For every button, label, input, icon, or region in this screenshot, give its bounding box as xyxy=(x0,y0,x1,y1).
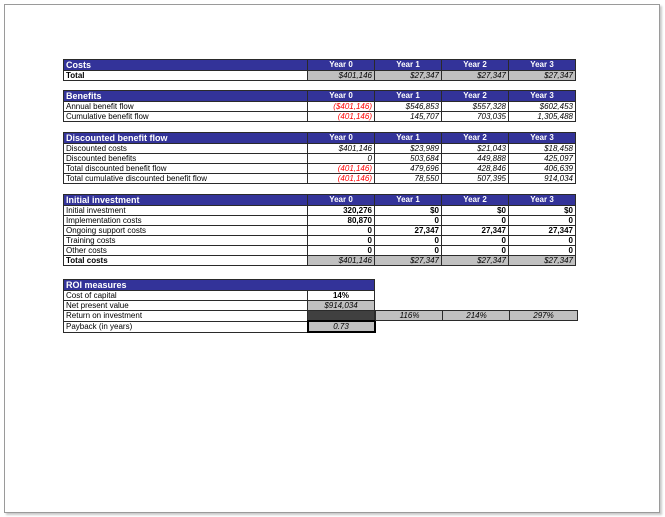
costs-total-row xyxy=(64,71,576,81)
row-label[interactable]: Total discounted benefit flow xyxy=(64,164,308,174)
table-row xyxy=(64,291,375,301)
cell[interactable]: 507,395 xyxy=(442,174,509,184)
return-year0-cell[interactable] xyxy=(308,311,375,322)
cell[interactable]: 0 xyxy=(509,216,576,226)
table-row xyxy=(64,164,576,174)
cell[interactable]: $21,043 xyxy=(442,144,509,154)
cell[interactable]: $27,347 xyxy=(509,256,576,266)
row-label[interactable]: Annual benefit flow xyxy=(64,102,308,112)
year-header[interactable]: Year 0 xyxy=(308,60,375,71)
cell[interactable]: $27,347 xyxy=(442,71,509,81)
cell[interactable]: 0 xyxy=(442,246,509,256)
year-header[interactable]: Year 0 xyxy=(308,91,375,102)
row-label[interactable]: Cost of capital xyxy=(64,291,308,301)
benefits-table xyxy=(63,90,576,122)
cell[interactable]: $0 xyxy=(509,206,576,216)
cell[interactable]: $0 xyxy=(375,206,442,216)
cell[interactable]: $27,347 xyxy=(375,256,442,266)
table-row xyxy=(64,246,576,256)
cell[interactable]: 0 xyxy=(442,216,509,226)
row-label[interactable]: Discounted costs xyxy=(64,144,308,154)
year-header[interactable]: Year 1 xyxy=(375,195,442,206)
year-header[interactable]: Year 2 xyxy=(442,133,509,144)
cell[interactable]: 80,870 xyxy=(308,216,375,226)
cell[interactable]: 0 xyxy=(375,216,442,226)
table-row xyxy=(64,226,576,236)
cell[interactable]: $401,146 xyxy=(308,256,375,266)
cost-of-capital-cell[interactable]: 14% xyxy=(308,291,375,301)
roi-table xyxy=(63,279,376,333)
cell[interactable]: $27,347 xyxy=(375,71,442,81)
cell[interactable]: 145,707 xyxy=(375,112,442,122)
table-row xyxy=(64,311,375,322)
cell[interactable]: $0 xyxy=(442,206,509,216)
year-header[interactable]: Year 3 xyxy=(509,91,576,102)
table-row xyxy=(64,206,576,216)
cell[interactable]: $401,146 xyxy=(308,71,375,81)
return-year1-cell[interactable]: 116% xyxy=(375,310,444,321)
year-header[interactable]: Year 3 xyxy=(509,133,576,144)
investment-table xyxy=(63,194,576,266)
cell[interactable]: 0 xyxy=(308,154,375,164)
year-header[interactable]: Year 3 xyxy=(509,195,576,206)
cell[interactable]: 78,550 xyxy=(375,174,442,184)
cell[interactable]: $401,146 xyxy=(308,144,375,154)
table-row xyxy=(64,102,576,112)
cell[interactable]: (401,146) xyxy=(308,174,375,184)
return-year3-cell[interactable]: 297% xyxy=(509,310,578,321)
year-header[interactable]: Year 2 xyxy=(442,195,509,206)
row-label[interactable]: Discounted benefits xyxy=(64,154,308,164)
cell[interactable]: 27,347 xyxy=(509,226,576,236)
costs-table xyxy=(63,59,576,81)
cell[interactable]: $27,347 xyxy=(509,71,576,81)
cell[interactable]: $546,853 xyxy=(375,102,442,112)
row-label[interactable]: Training costs xyxy=(64,236,308,246)
discounted-title[interactable]: Discounted benefit flow xyxy=(64,133,308,144)
row-label[interactable]: Payback (in years) xyxy=(64,321,308,332)
cell[interactable]: 479,696 xyxy=(375,164,442,174)
table-row xyxy=(64,174,576,184)
cell[interactable]: 0 xyxy=(509,236,576,246)
costs-title[interactable]: Costs xyxy=(64,60,308,71)
cell[interactable]: 1,305,488 xyxy=(509,112,576,122)
cell[interactable]: (401,146) xyxy=(308,164,375,174)
cell[interactable]: $23,989 xyxy=(375,144,442,154)
row-label[interactable]: Total costs xyxy=(64,256,308,266)
cell[interactable]: 0 xyxy=(442,236,509,246)
table-row xyxy=(64,216,576,226)
cell[interactable]: 320,276 xyxy=(308,206,375,216)
row-label[interactable]: Implementation costs xyxy=(64,216,308,226)
row-label[interactable]: Total xyxy=(64,71,308,81)
total-costs-row xyxy=(64,256,576,266)
table-row xyxy=(64,321,375,332)
table-row xyxy=(64,301,375,311)
year-header[interactable]: Year 1 xyxy=(375,91,442,102)
year-header[interactable]: Year 0 xyxy=(308,133,375,144)
cell[interactable]: 914,034 xyxy=(509,174,576,184)
row-label[interactable]: Ongoing support costs xyxy=(64,226,308,236)
investment-header-row xyxy=(64,195,576,206)
discounted-table xyxy=(63,132,576,184)
row-label[interactable]: Initial investment xyxy=(64,206,308,216)
benefits-title[interactable]: Benefits xyxy=(64,91,308,102)
cell[interactable]: 27,347 xyxy=(375,226,442,236)
cell[interactable]: 0 xyxy=(375,236,442,246)
cell[interactable]: $18,458 xyxy=(509,144,576,154)
year-header[interactable]: Year 0 xyxy=(308,195,375,206)
year-header[interactable]: Year 2 xyxy=(442,60,509,71)
year-header[interactable]: Year 1 xyxy=(375,133,442,144)
cell[interactable]: 0 xyxy=(375,246,442,256)
roi-title[interactable]: ROI measures xyxy=(64,280,375,291)
payback-cell[interactable]: 0.73 xyxy=(308,321,375,332)
cell[interactable]: $602,453 xyxy=(509,102,576,112)
cell[interactable]: ($401,146) xyxy=(308,102,375,112)
table-row xyxy=(64,112,576,122)
cell[interactable]: 406,639 xyxy=(509,164,576,174)
row-label[interactable]: Total cumulative discounted benefit flow xyxy=(64,174,308,184)
npv-cell[interactable]: $914,034 xyxy=(308,301,375,311)
row-label[interactable]: Cumulative benefit flow xyxy=(64,112,308,122)
cell[interactable]: 27,347 xyxy=(442,226,509,236)
cell[interactable]: 449,888 xyxy=(442,154,509,164)
investment-title[interactable]: Initial investment xyxy=(64,195,308,206)
cell[interactable]: 0 xyxy=(308,226,375,236)
cell[interactable]: 428,846 xyxy=(442,164,509,174)
return-year2-cell[interactable]: 214% xyxy=(442,310,511,321)
roi-header-row xyxy=(64,280,375,291)
cell[interactable]: 0 xyxy=(509,246,576,256)
table-row xyxy=(64,236,576,246)
row-label[interactable]: Return on investment xyxy=(64,311,308,322)
cell[interactable]: 503,684 xyxy=(375,154,442,164)
table-row xyxy=(64,144,576,154)
cell[interactable]: $557,328 xyxy=(442,102,509,112)
costs-header-row xyxy=(64,60,576,71)
table-row xyxy=(64,154,576,164)
year-header[interactable]: Year 2 xyxy=(442,91,509,102)
cell[interactable]: $27,347 xyxy=(442,256,509,266)
benefits-header-row xyxy=(64,91,576,102)
cell[interactable]: (401,146) xyxy=(308,112,375,122)
cell[interactable]: 0 xyxy=(308,236,375,246)
year-header[interactable]: Year 3 xyxy=(509,60,576,71)
year-header[interactable]: Year 1 xyxy=(375,60,442,71)
cell[interactable]: 425,097 xyxy=(509,154,576,164)
discounted-header-row xyxy=(64,133,576,144)
cell[interactable]: 703,035 xyxy=(442,112,509,122)
roi-section xyxy=(63,279,376,333)
row-label[interactable]: Net present value xyxy=(64,301,308,311)
row-label[interactable]: Other costs xyxy=(64,246,308,256)
cell[interactable]: 0 xyxy=(308,246,375,256)
